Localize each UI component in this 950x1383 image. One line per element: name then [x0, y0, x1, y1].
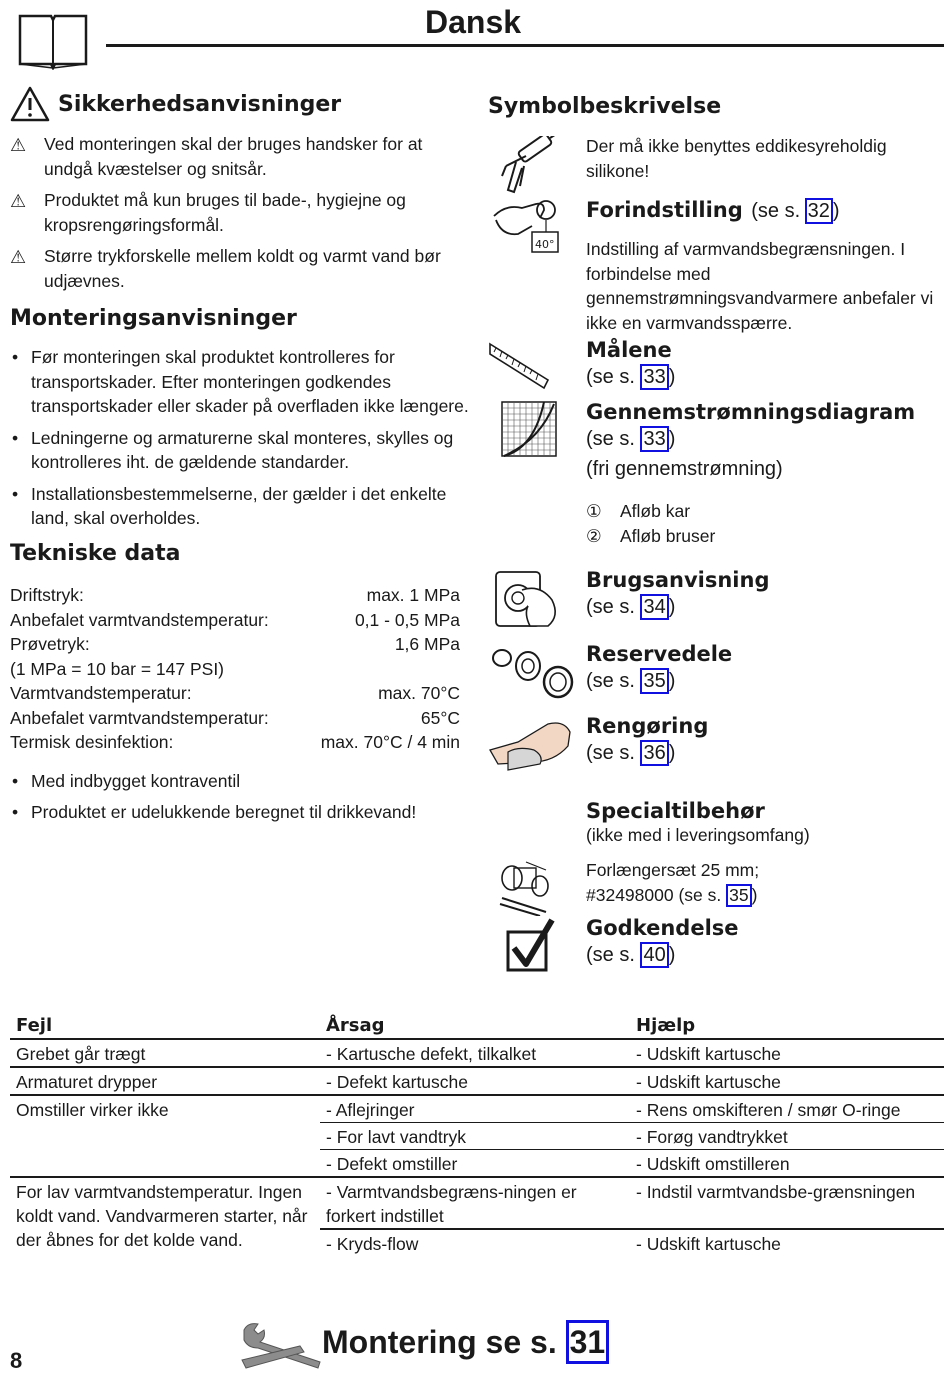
table-row: - For lavt vandtryk - Forøg vandtrykket: [10, 1123, 944, 1150]
godkendelse-block: Godkendelse (se s. 40 ): [586, 916, 739, 966]
page-link-33[interactable]: 33: [640, 426, 668, 452]
table-header-row: [10, 1012, 944, 1039]
symbols-title: Symbolbeskrivelse: [488, 94, 722, 119]
page-link-33[interactable]: 33: [640, 364, 668, 390]
outlets-list: [586, 499, 715, 548]
page-link-32[interactable]: 32: [805, 198, 833, 224]
warning-icon: ⚠: [10, 191, 27, 211]
spec-row: Anbefalet varmtvandstemperatur: 65°C: [10, 707, 460, 728]
special-text: Forlængersæt 25 mm; #32498000 (se s. 35 ): [586, 858, 759, 907]
mount-link-heading: Montering se s. 31: [322, 1320, 609, 1364]
spare-parts-icon: [490, 642, 574, 700]
tools-icon: [240, 1320, 324, 1372]
column-header: Årsag: [326, 1015, 385, 1036]
page-link-34[interactable]: 34: [640, 594, 668, 620]
spec-row: Driftstryk: max. 1 MPa: [10, 585, 460, 605]
column-header: Hjælp: [636, 1015, 696, 1036]
list-item: • Før monteringen skal produktet kontrolleres for transportskader. Efter monteringen godkendes transportskader eller skader på overfladen ikke længere.: [10, 345, 470, 419]
safety-title: Sikkerhedsanvisninger: [58, 91, 342, 117]
rengoring-block: Rengøring (se s. 36 ): [586, 714, 709, 764]
diagram-title: Gennemstrømningsdiagram: [586, 400, 916, 424]
table-row: For lav varmtvandstemperatur. Ingen koldt vand. Vandvarmeren starter, når der åbnes for det kolde vand. - Varmtvandsbegræns-ningen er forkert indstillet - Indstil varmtvandsbe-grænsningen: [10, 1177, 944, 1229]
reservedele-title: Reservedele: [586, 642, 733, 666]
list-item: • Installationsbestemmelserne, der gælder i det enkelte land, skal overholdes.: [10, 482, 470, 531]
spec-row: Termisk desinfektion: max. 70°C / 4 min: [10, 732, 460, 752]
special-block: [586, 799, 936, 848]
hand-knob-icon: [492, 570, 564, 628]
list-item: ② Afløb bruser: [586, 525, 716, 546]
mounting-section: [10, 306, 470, 538]
ruler-icon: [488, 340, 550, 398]
list-item: • Ledningerne og armaturerne skal monteres, skylles og kontrolleres iht. de gældende standarder.: [10, 426, 470, 475]
column-header: Fejl: [16, 1015, 53, 1036]
list-item: ⚠ Produktet må kun bruges til bade-, hygiejne og kropsrengøringsformål.: [10, 190, 406, 235]
forindstilling-heading: Forindstilling (se s. 32 ): [586, 198, 840, 222]
warning-icon: ⚠: [10, 135, 27, 155]
checkbox-approval-icon: [506, 918, 556, 974]
list-item: ⚠ Større trykforskelle mellem koldt og varmt vand bør udjævnes.: [10, 246, 441, 291]
brugsanvisning-title: Brugsanvisning: [586, 568, 770, 592]
spec-row: Anbefalet varmtvandstemperatur: 0,1 - 0,5 MPa: [10, 609, 460, 630]
silicone-note: Der må ikke benyttes eddikesyreholdig silikone!: [586, 136, 887, 181]
brugsanvisning-block: Brugsanvisning (se s. 34 ): [586, 568, 770, 618]
page-link-35[interactable]: 35: [726, 884, 751, 907]
mounting-title: Monteringsanvisninger: [10, 306, 297, 331]
list-item: • Med indbygget kontraventil: [10, 769, 460, 794]
special-title: Specialtilbehør: [586, 799, 765, 823]
reservedele-block: Reservedele (se s. 35 ): [586, 642, 733, 692]
table-row: Armaturet drypper - Defekt kartusche - Udskift kartusche: [10, 1067, 944, 1095]
warning-icon: ⚠: [10, 247, 27, 267]
page-link-40[interactable]: 40: [640, 942, 668, 968]
table-row: Omstiller virker ikke - Aflejringer - Rens omskifteren / smør O-ringe: [10, 1095, 944, 1123]
safety-section: [10, 86, 470, 300]
list-item: • Produktet er udelukkende beregnet til drikkevand!: [10, 800, 460, 825]
maalene-block: Målene (se s. 33 ): [586, 338, 676, 388]
list-item: ① Afløb kar: [586, 501, 691, 521]
extension-set-icon: [496, 856, 562, 916]
list-item: ⚠ Ved monteringen skal der bruges handsker for at undgå kvæstelser og snitsår.: [10, 134, 423, 179]
spec-row: Varmtvandstemperatur: max. 70°C: [10, 683, 460, 703]
rengoring-title: Rengøring: [586, 714, 709, 738]
header-rule: [106, 44, 944, 47]
book-icon: [18, 14, 88, 70]
fault-table: [10, 1012, 944, 1256]
table-row: Grebet går trægt - Kartusche defekt, tilkalket - Udskift kartusche: [10, 1039, 944, 1067]
page-number: 8: [10, 1348, 23, 1373]
diagram-block: Gennemstrømningsdiagram (se s. 33 ) (fri gennemstrømning): [586, 400, 915, 484]
forindstilling-text: Indstilling af varmvandsbegrænsningen. I forbindelse med gennemstrømningsvandvarmere anbefaler vi ikke en varmvandsspærre.: [586, 239, 934, 333]
page-link-31[interactable]: 31: [566, 1320, 610, 1364]
technical-section: [10, 541, 460, 832]
table-row: - Kryds-flow - Udskift kartusche: [326, 1234, 781, 1254]
warning-icon: [10, 86, 50, 122]
svg-text:40°: 40°: [535, 238, 555, 251]
special-subtitle: (ikke med i leveringsomfang): [586, 825, 810, 845]
technical-title: Tekniske data: [10, 541, 181, 566]
maalene-title: Målene: [586, 338, 672, 362]
spec-row: Prøvetryk: 1,6 MPa: [10, 634, 460, 654]
silicone-gun-icon: [496, 136, 560, 194]
cleaning-hand-icon: [488, 716, 574, 772]
flow-diagram-icon: [500, 400, 558, 458]
page-title: Dansk: [425, 4, 522, 40]
page-link-36[interactable]: 36: [640, 740, 668, 766]
table-row: - Defekt omstiller - Udskift omstilleren: [10, 1150, 944, 1178]
diagram-note: (fri gennemstrømning): [586, 458, 783, 480]
temperature-preset-icon: [492, 196, 564, 256]
godkendelse-title: Godkendelse: [586, 916, 739, 940]
page-link-35[interactable]: 35: [640, 668, 668, 694]
spec-row: (1 MPa = 10 bar = 147 PSI): [10, 658, 225, 679]
